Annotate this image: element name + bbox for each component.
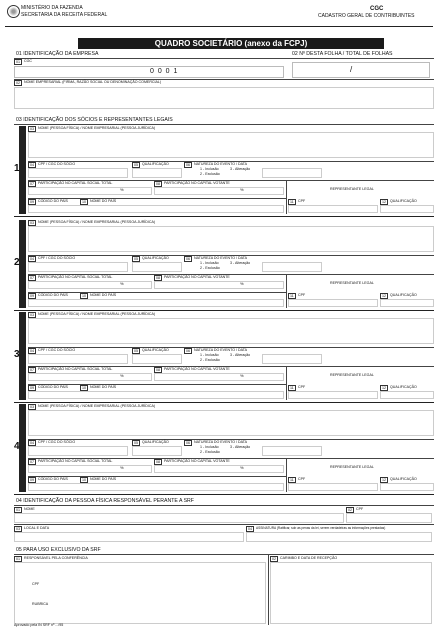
partner-2-field-06: 06 [186,257,190,261]
responsible-cpf-input[interactable] [346,513,432,523]
partner-4-field-06: 06 [186,441,190,445]
partner-4-qualification-input[interactable] [132,446,182,456]
partner-2-rep-cpf-label: CPF [298,293,306,297]
partner-3-rep-qualification-label: QUALIFICAÇÃO [390,385,417,389]
sec05-field-01: 01 [16,557,20,561]
company-name-input[interactable] [14,87,434,109]
partner-1-legal-rep-label: REPRESENTANTE LEGAL [330,187,374,191]
partner-2-rep-cpf-input[interactable] [288,299,378,307]
partner-3-country-code-label: CÓDIGO DO PAÍS [38,385,68,389]
checker-signature-label: RUBRICA [32,602,49,606]
partner-1-field-03: 03 [30,127,34,131]
partner-2-field-11: 11 [290,294,294,298]
partner-1-capital-voting-pct: % [240,187,244,192]
partner-4-name-input[interactable] [28,410,434,436]
partner-4-cpf-cgc-label: CPF / CGC DO SÓCIO [38,440,76,444]
checker-cpf-label: CPF [32,582,40,586]
partner-2-field-08: 08 [156,276,160,280]
partner-1-field-12: 12 [382,200,386,204]
cgc-label: CGC [24,59,32,63]
partner-4-ribbon [19,404,26,492]
partner-2-option-2: 2 - Exclusão [200,266,220,270]
partner-2-option-3: 3 - Alteração [230,261,251,265]
responsible-name-label: NOME [24,507,35,511]
partner-2-name-label: NOME (PESSOA FÍSICA) / NOME EMPRESARIAL (PESSOA JURÍDICA) [38,220,156,224]
partner-2-capital-total-label: PARTICIPAÇÃO NO CAPITAL SOCIAL TOTAL [38,275,113,279]
partner-1-option-1: 1 - Inclusão [200,167,219,171]
partner-2-capital-voting-label: PARTICIPAÇÃO NO CAPITAL VOTANTE [164,275,230,279]
partner-4-rep-cpf-input[interactable] [288,483,378,491]
partner-4-name-label: NOME (PESSOA FÍSICA) / NOME EMPRESARIAL (PESSOA JURÍDICA) [38,404,156,408]
responsible-cpf-label: CPF [356,507,364,511]
partner-4-country-code-label: CÓDIGO DO PAÍS [38,477,68,481]
partner-2-field-12: 12 [382,294,386,298]
company-name-label: NOME EMPRESARIAL (FIRMA, RAZÃO SOCIAL OU DENOMINAÇÃO COMERCIAL) [24,80,162,84]
field-01-number: 01 [16,60,20,64]
partner-2-capital-total-input[interactable] [28,281,152,289]
partner-1-name-label: NOME (PESSOA FÍSICA) / NOME EMPRESARIAL (PESSOA JURÍDICA) [38,126,156,130]
partner-1-field-05: 05 [134,163,138,167]
partner-4-capital-voting-input[interactable] [154,465,284,473]
partner-4-rep-qualification-input[interactable] [380,483,434,491]
partner-3-country-name-label: NOME DO PAÍS [90,385,117,389]
partner-2-cpf-cgc-input[interactable] [28,262,128,272]
sec04-field-02: 02 [348,508,352,512]
partner-2-legal-rep-label: REPRESENTANTE LEGAL [330,281,374,285]
partner-3-qualification-input[interactable] [132,354,182,364]
partner-2-country-code-label: CÓDIGO DO PAÍS [38,293,68,297]
sec04-field-04: 04 [248,527,252,531]
partner-3-field-12: 12 [382,386,386,390]
stamp-area[interactable] [270,562,432,624]
section-03-title: 03 IDENTIFICAÇÃO DOS SÓCIOS E REPRESENTANTES LEGAIS [16,117,173,123]
partner-1-capital-voting-input[interactable] [154,187,284,195]
partner-4-country-name-label: NOME DO PAÍS [90,477,117,481]
partner-3-option-3: 3 - Alteração [230,353,251,357]
partner-2-capital-voting-input[interactable] [154,281,284,289]
partner-1-country-code-label: CÓDIGO DO PAÍS [38,199,68,203]
partner-1-country-input[interactable] [28,205,284,213]
partner-1-qualification-input[interactable] [132,168,182,178]
partner-3-field-11: 11 [290,386,294,390]
partner-2-rep-qualification-input[interactable] [380,299,434,307]
partner-4-field-03: 03 [30,405,34,409]
partner-3-name-label: NOME (PESSOA FÍSICA) / NOME EMPRESARIAL (PESSOA JURÍDICA) [38,312,156,316]
partner-4-field-09: 09 [30,478,34,482]
sheet-count-label: 02 Nº DESTA FOLHA / TOTAL DE FOLHAS [292,51,393,57]
section-04-title: 04 IDENTIFICAÇÃO DA PESSOA FÍSICA RESPONSÁVEL PERANTE A SRF [16,498,194,504]
partner-3-rep-cpf-label: CPF [298,385,306,389]
partner-1-capital-total-input[interactable] [28,187,152,195]
partner-3-field-09: 09 [30,386,34,390]
partner-3-capital-voting-label: PARTICIPAÇÃO NO CAPITAL VOTANTE [164,367,230,371]
stamp-label: CARIMBO E DATA DE RECEPÇÃO [280,556,338,560]
field-02-number: 02 [16,81,20,85]
partner-3-ribbon [19,312,26,400]
partner-4-legal-rep-label: REPRESENTANTE LEGAL [330,465,374,469]
partner-1-rep-cpf-input[interactable] [288,205,378,213]
partner-3-field-10: 10 [82,386,86,390]
form-code: CGC [370,6,384,12]
partner-3-field-07: 07 [30,368,34,372]
sheet-count-input[interactable] [292,62,430,78]
partner-1-cpf-cgc-input[interactable] [28,168,128,178]
partner-3-cpf-cgc-input[interactable] [28,354,128,364]
partner-4-capital-voting-pct: % [240,465,244,470]
checker-label: RESPONSÁVEL PELA CONFERÊNCIA [24,556,88,560]
partner-4-field-10: 10 [82,478,86,482]
partner-1-qualification-label: QUALIFICAÇÃO [142,162,169,166]
partner-2-event-date-input[interactable] [262,262,322,272]
partner-1-field-10: 10 [82,200,86,204]
partner-3-event-date-input[interactable] [262,354,322,364]
partner-3-field-06: 06 [186,349,190,353]
partner-3-name-input[interactable] [28,318,434,344]
partner-4-field-04: 04 [30,441,34,445]
partner-1-rep-qualification-label: QUALIFICAÇÃO [390,199,417,203]
cgc-value: 0 0 0 1 [150,68,179,75]
partner-2-ribbon [19,220,26,308]
partner-2-qualification-input[interactable] [132,262,182,272]
partner-4-capital-total-pct: % [120,465,124,470]
partner-3-field-04: 04 [30,349,34,353]
responsible-name-input[interactable] [14,513,344,523]
partner-3-field-03: 03 [30,313,34,317]
partner-4-option-3: 3 - Alteração [230,445,251,449]
partner-3-capital-voting-pct: % [240,373,244,378]
partner-1-field-11: 11 [290,200,294,204]
partner-3-cpf-cgc-label: CPF / CGC DO SÓCIO [38,348,76,352]
partner-4-capital-total-label: PARTICIPAÇÃO NO CAPITAL SOCIAL TOTAL [38,459,113,463]
partner-4-event-date-input[interactable] [262,446,322,456]
section-01-title: 01 IDENTIFICAÇÃO DA EMPRESA [16,51,99,57]
partner-4-cpf-cgc-input[interactable] [28,446,128,456]
form-title: QUADRO SOCIETÁRIO (anexo da FCPJ) [78,38,384,49]
partner-2-capital-total-pct: % [120,281,124,286]
cgc-input[interactable] [14,66,284,78]
partner-4-event-label: NATUREZA DO EVENTO / DATA [194,440,248,444]
partner-2-name-input[interactable] [28,226,434,252]
partner-1-field-08: 08 [156,182,160,186]
sec04-field-03: 03 [16,527,20,531]
place-date-input[interactable] [14,532,244,542]
partner-2-field-07: 07 [30,276,34,280]
checker-area[interactable] [14,562,266,624]
partner-1-name-input[interactable] [28,132,434,158]
sec05-field-02: 02 [272,557,276,561]
partner-3-capital-total-pct: % [120,373,124,378]
partner-4-field-07: 07 [30,460,34,464]
registry-name: CADASTRO GERAL DE CONTRIBUINTES [318,13,415,19]
partner-2-event-label: NATUREZA DO EVENTO / DATA [194,256,248,260]
partner-1-capital-total-label: PARTICIPAÇÃO NO CAPITAL SOCIAL TOTAL [38,181,113,185]
partner-3-event-label: NATUREZA DO EVENTO / DATA [194,348,248,352]
partner-4-field-11: 11 [290,478,294,482]
sec04-field-01: 01 [16,508,20,512]
signature-label: ASSINATURA (Ratificar, sob as penas da lei, serem verdadeiras as informações prestadas) [256,526,386,530]
partner-4-field-12: 12 [382,478,386,482]
partner-2-cpf-cgc-label: CPF / CGC DO SÓCIO [38,256,76,260]
partner-3-capital-total-input[interactable] [28,373,152,381]
partner-4-capital-voting-label: PARTICIPAÇÃO NO CAPITAL VOTANTE [164,459,230,463]
partner-4-field-08: 08 [156,460,160,464]
partner-1-event-date-input[interactable] [262,168,322,178]
partner-3-legal-rep-label: REPRESENTANTE LEGAL [330,373,374,377]
partner-2-field-09: 09 [30,294,34,298]
place-date-label: LOCAL E DATA [24,526,50,530]
partner-3-capital-voting-input[interactable] [154,373,284,381]
partner-2-country-input[interactable] [28,299,284,307]
partner-3-qualification-label: QUALIFICAÇÃO [142,348,169,352]
partner-4-rep-qualification-label: QUALIFICAÇÃO [390,477,417,481]
partner-3-option-1: 1 - Inclusão [200,353,219,357]
partner-4-capital-total-input[interactable] [28,465,152,473]
partner-2-field-03: 03 [30,221,34,225]
partner-2-capital-voting-pct: % [240,281,244,286]
partner-4-country-input[interactable] [28,483,284,491]
partner-1-field-04: 04 [30,163,34,167]
section-05-title: 05 PARA USO EXCLUSIVO DA SRF [16,547,101,553]
footer-text: Aprovado pela IN SRF nº .../95 [14,623,64,627]
partner-1-option-2: 2 - Exclusão [200,172,220,176]
partner-1-cpf-cgc-label: CPF / CGC DO SÓCIO [38,162,76,166]
partner-1-country-name-label: NOME DO PAÍS [90,199,117,203]
partner-3-number: 3 [14,349,20,360]
secretariat-name: SECRETARIA DA RECEITA FEDERAL [21,12,108,18]
partner-4-rep-cpf-label: CPF [298,477,306,481]
partner-2-country-name-label: NOME DO PAÍS [90,293,117,297]
partner-1-field-09: 09 [30,200,34,204]
partner-1-rep-qualification-input[interactable] [380,205,434,213]
partner-2-field-04: 04 [30,257,34,261]
partner-1-ribbon [19,126,26,214]
partner-4-number: 4 [14,441,20,452]
partner-2-field-10: 10 [82,294,86,298]
partner-2-number: 2 [14,257,20,268]
partner-1-capital-total-pct: % [120,187,124,192]
partner-3-option-2: 2 - Exclusão [200,358,220,362]
partner-4-field-05: 05 [134,441,138,445]
partner-1-rep-cpf-label: CPF [298,199,306,203]
partner-3-country-input[interactable] [28,391,284,399]
partner-1-option-3: 3 - Alteração [230,167,251,171]
partner-4-option-2: 2 - Exclusão [200,450,220,454]
partner-2-field-05: 05 [134,257,138,261]
republic-seal-icon [7,5,20,18]
partner-4-option-1: 1 - Inclusão [200,445,219,449]
ministry-name: MINISTÉRIO DA FAZENDA [21,5,83,11]
sheet-slash: / [350,65,353,74]
partner-3-rep-qualification-input[interactable] [380,391,434,399]
partner-2-rep-qualification-label: QUALIFICAÇÃO [390,293,417,297]
partner-1-capital-voting-label: PARTICIPAÇÃO NO CAPITAL VOTANTE [164,181,230,185]
partner-3-field-08: 08 [156,368,160,372]
partner-2-option-1: 1 - Inclusão [200,261,219,265]
partner-1-field-06: 06 [186,163,190,167]
partner-1-number: 1 [14,163,20,174]
partner-1-field-07: 07 [30,182,34,186]
partner-2-qualification-label: QUALIFICAÇÃO [142,256,169,260]
partner-3-capital-total-label: PARTICIPAÇÃO NO CAPITAL SOCIAL TOTAL [38,367,113,371]
partner-3-field-05: 05 [134,349,138,353]
partner-4-qualification-label: QUALIFICAÇÃO [142,440,169,444]
signature-input[interactable] [246,532,432,542]
partner-3-rep-cpf-input[interactable] [288,391,378,399]
partner-1-event-label: NATUREZA DO EVENTO / DATA [194,162,248,166]
